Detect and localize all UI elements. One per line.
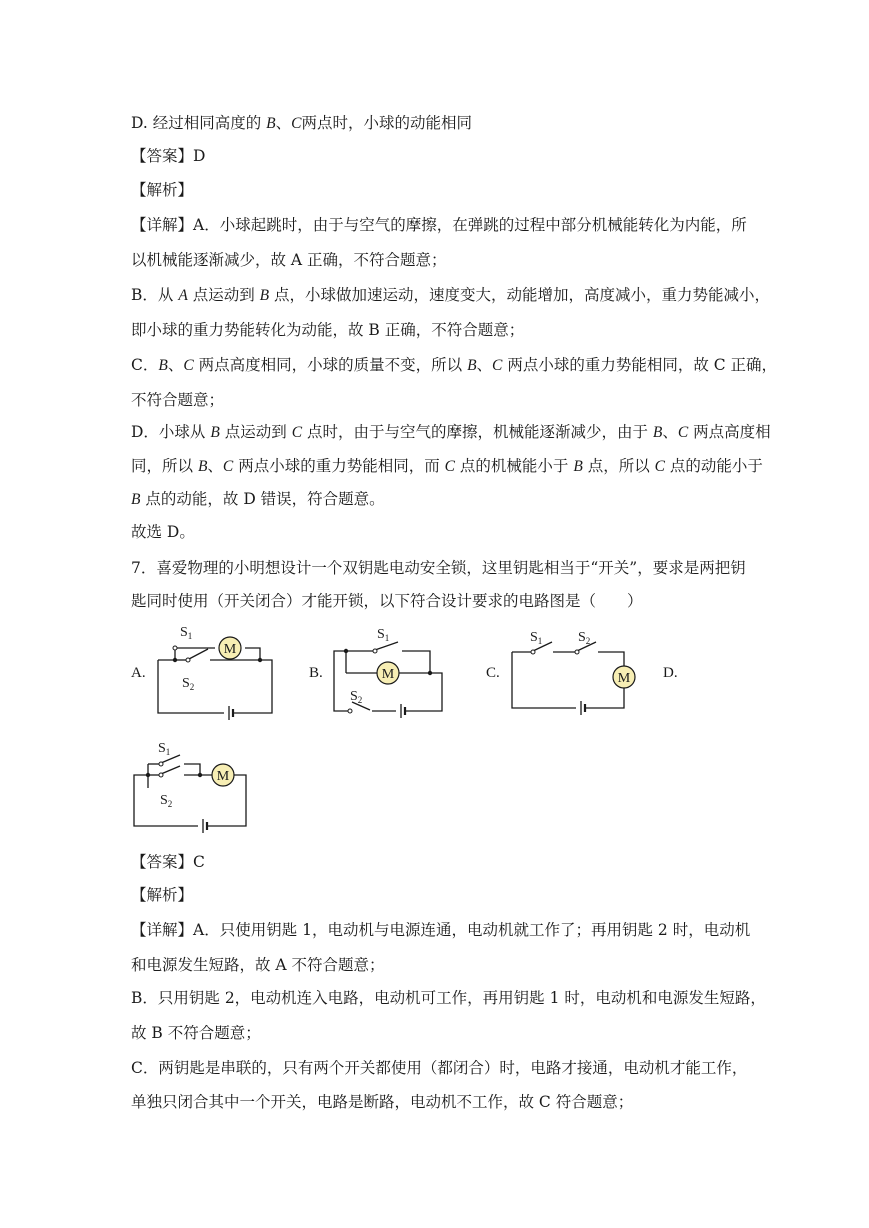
text-span: 点的动能小于: [665, 457, 763, 475]
text-span: 和电源发生短路，故 A 不符合题意；: [131, 956, 385, 974]
italic-variable: C: [677, 424, 689, 441]
text-span: 故选 D。: [131, 523, 195, 541]
italic-variable: B: [197, 458, 208, 475]
text-span: 单独只闭合其中一个开关，电路是断路，电动机不工作，故 C 符合题意；: [131, 1093, 634, 1111]
text-span: 、: [662, 423, 678, 441]
text-span: 故 B 不符合题意；: [131, 1024, 261, 1042]
text-span: 两点高度相同，小球的质量不变，所以: [193, 356, 468, 374]
text-span: 匙同时使用（开关闭合）才能开锁，以下符合设计要求的电路图是（ ）: [131, 592, 643, 610]
text-line: [131, 1058, 747, 1078]
svg-text:S2: $S_2$: [160, 793, 173, 809]
italic-variable: C: [291, 115, 302, 132]
text-line: [131, 852, 205, 872]
italic-variable: B: [652, 424, 663, 441]
text-span: 两点小球的重力势能相同，故 C 正确，: [502, 356, 778, 374]
italic-variable: A: [178, 287, 188, 304]
circuit-diagram-d: [128, 738, 258, 838]
text-line: [131, 113, 472, 134]
svg-text:S1: $S_1$: [530, 630, 543, 646]
text-line: [131, 558, 746, 578]
text-span: 即小球的重力势能转化为动能，故 B 正确，不符合题意；: [131, 321, 525, 339]
text-line: [131, 390, 224, 410]
svg-text:M: M: [216, 769, 230, 784]
text-line: [131, 988, 766, 1008]
text-span: 【解析】: [131, 886, 194, 904]
text-span: 点的机械能小于: [454, 457, 574, 475]
text-span: 两点小球的重力势能相同，而: [233, 457, 445, 475]
text-span: 、: [476, 356, 493, 374]
text-line: [131, 215, 747, 235]
text-line: [131, 1092, 633, 1112]
text-span: B．只用钥匙 2，电动机连入电路，电动机可工作，再用钥匙 1 时，电动机和电源发生短路，: [131, 989, 766, 1007]
text-span: 【详解】A．小球起跳时，由于与空气的摩擦，在弹跳的过程中部分机械能转化为内能，所: [131, 216, 747, 234]
svg-text:S2: $S_2$: [182, 676, 195, 692]
svg-text:S1: $S_1$: [180, 625, 193, 641]
text-span: 【解析】: [131, 181, 194, 199]
italic-variable: B: [158, 357, 168, 374]
text-line: [131, 489, 385, 510]
text-line: [131, 1023, 261, 1043]
svg-text:M: M: [223, 642, 237, 657]
italic-variable: B: [210, 424, 220, 441]
svg-text:S2: $S_2$: [350, 689, 363, 705]
svg-text:S1: $S_1$: [158, 741, 171, 757]
text-span: 点运动到: [219, 423, 292, 441]
text-span: 点的动能，故 D 错误，符合题意。: [140, 490, 385, 508]
text-line: [131, 250, 447, 270]
text-span: 点时，由于与空气的摩擦，机械能逐渐减少，由于: [302, 423, 653, 441]
text-line: [131, 522, 195, 542]
text-line: [131, 180, 193, 200]
text-span: C．两钥匙是串联的，只有两个开关都使用（都闭合）时，电路才接通，电动机才能工作，: [131, 1059, 748, 1077]
text-span: D．小球从: [131, 423, 211, 441]
italic-variable: C: [444, 458, 455, 475]
italic-variable: C: [492, 357, 503, 374]
text-line: [131, 355, 777, 376]
option-c-label: C.: [486, 665, 500, 681]
text-line: [131, 285, 770, 306]
text-span: 同，所以: [131, 457, 198, 475]
italic-variable: B: [467, 357, 477, 374]
text-span: 不符合题意；: [131, 391, 225, 409]
text-span: 【详解】A．只使用钥匙 1，电动机与电源连通，电动机就工作了；再用钥匙 2 时，电动机: [131, 921, 751, 939]
italic-variable: B: [259, 287, 270, 304]
text-span: 7．喜爱物理的小明想设计一个双钥匙电动安全锁，这里钥匙相当于“开关”，要求是两把钥: [131, 559, 746, 577]
italic-variable: C: [222, 458, 234, 475]
option-a-label: A.: [131, 665, 146, 681]
italic-variable: B: [573, 458, 583, 475]
text-line: [131, 456, 763, 477]
option-d-label: D.: [663, 665, 678, 681]
text-line: [131, 885, 193, 905]
italic-variable: B: [266, 115, 276, 132]
circuit-diagram-b: [332, 623, 447, 718]
text-span: 【答案】C: [131, 853, 205, 871]
text-span: 、: [207, 457, 223, 475]
text-line: [131, 920, 750, 940]
circuit-diagram-c: [510, 626, 640, 721]
svg-text:M: M: [381, 667, 395, 682]
text-span: B．从: [131, 286, 179, 304]
text-line: [131, 146, 205, 166]
text-span: 点，小球做加速运动，速度变大，动能增加，高度减小，重力势能减小，: [269, 286, 771, 304]
text-span: 两点高度相: [688, 423, 771, 441]
text-span: 两点时，小球的动能相同: [301, 114, 473, 132]
italic-variable: C: [183, 357, 194, 374]
svg-text:S2: $S_2$: [578, 630, 591, 646]
option-b-label: B.: [309, 665, 323, 681]
text-span: 以机械能逐渐减少，故 A 正确，不符合题意；: [131, 251, 447, 269]
italic-variable: C: [291, 424, 303, 441]
text-line: [131, 422, 771, 443]
text-line: [131, 591, 643, 611]
circuit-diagram-a: [150, 620, 280, 720]
text-span: 、: [167, 356, 184, 374]
text-line: [131, 320, 524, 340]
text-span: 【答案】D: [131, 147, 206, 165]
text-span: 点运动到: [187, 286, 260, 304]
text-span: 点，所以: [582, 457, 655, 475]
text-line: [131, 955, 385, 975]
svg-text:M: M: [617, 671, 631, 686]
text-span: D. 经过相同高度的: [131, 114, 267, 132]
text-span: C．: [131, 356, 159, 374]
italic-variable: B: [131, 491, 141, 508]
text-span: 、: [275, 114, 292, 132]
svg-text:S1: $S_1$: [377, 627, 390, 643]
italic-variable: C: [654, 458, 665, 475]
